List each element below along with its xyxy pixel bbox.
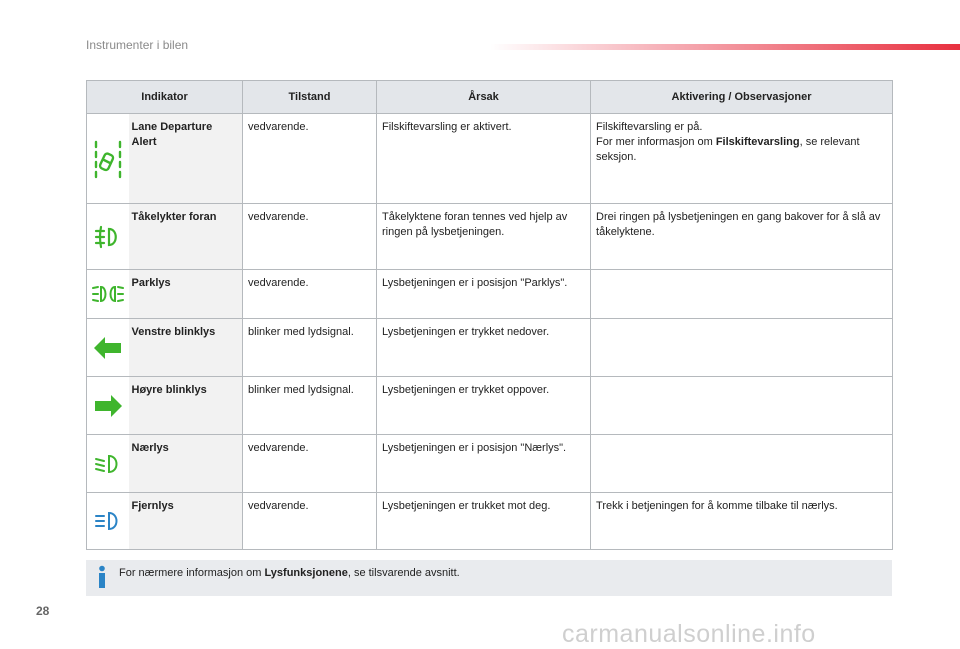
indicator-state: vedvarende. (243, 493, 377, 550)
indicator-name: Tåkelykter foran (129, 204, 243, 270)
indicator-observation (591, 435, 893, 493)
indicator-icon-cell (87, 270, 129, 319)
page-number: 28 (36, 604, 50, 618)
indicator-cause: Lysbetjeningen er i posisjon "Parklys". (377, 270, 591, 319)
col-header-indicator: Indikator (87, 81, 243, 114)
table-row (87, 435, 893, 493)
col-header-cause: Årsak (377, 81, 591, 114)
indicator-icon-cell (87, 114, 129, 204)
left-turn-arrow-icon (93, 335, 123, 361)
indicator-name: Fjernlys (129, 493, 243, 550)
info-bold-term: Lysfunksjonene (264, 567, 348, 579)
high-beam-icon (93, 510, 123, 532)
table-header-row (87, 81, 893, 114)
indicator-cause: Lysbetjeningen er trykket oppover. (377, 377, 591, 435)
table-row (87, 377, 893, 435)
table-row (87, 270, 893, 319)
low-beam-icon (93, 453, 123, 475)
indicator-name: Venstre blinklys (129, 319, 243, 377)
col-header-state: Tilstand (243, 81, 377, 114)
indicator-cause: Filskiftevarsling er aktivert. (377, 114, 591, 204)
table-row (87, 319, 893, 377)
info-icon (95, 565, 109, 589)
lane-departure-icon (92, 138, 124, 180)
indicator-name: Nærlys (129, 435, 243, 493)
observation-text-suffix: , se relevant seksjon. (596, 136, 860, 163)
indicator-state: vedvarende. (243, 270, 377, 319)
indicator-state: blinker med lydsignal. (243, 377, 377, 435)
page-header-title: Instrumenter i bilen (86, 38, 189, 52)
table-row (87, 114, 893, 204)
indicator-icon-cell (87, 204, 129, 270)
fog-light-front-icon (93, 225, 123, 249)
observation-bold-term: Filskiftevarsling (715, 136, 800, 148)
observation-text-prefix: For mer informasjon om (596, 136, 716, 148)
info-text-prefix: For nærmere informasjon om (119, 567, 265, 579)
indicator-icon-cell (87, 377, 129, 435)
indicator-observation (591, 377, 893, 435)
indicator-observation (591, 270, 893, 319)
indicator-state: blinker med lydsignal. (243, 319, 377, 377)
indicator-state: vedvarende. (243, 114, 377, 204)
table-row (87, 204, 893, 270)
watermark: carmanualsonline.info (562, 620, 816, 648)
indicator-observation (591, 493, 893, 550)
indicator-name: Høyre blinklys (129, 377, 243, 435)
header-accent-bar (490, 44, 960, 50)
observation-text: Filskiftevarsling er på. (596, 121, 703, 133)
info-note-text (119, 567, 460, 579)
indicator-name: Parklys (129, 270, 243, 319)
info-text-suffix: , se tilsvarende avsnitt. (347, 567, 460, 579)
indicator-observation (591, 204, 893, 270)
indicator-state: vedvarende. (243, 204, 377, 270)
indicator-name: Lane Departure Alert (129, 114, 243, 204)
observation-text: Drei ringen på lysbetjeningen en gang bakover for å slå av tåkelyktene. (596, 211, 881, 238)
indicator-observation (591, 319, 893, 377)
parking-light-icon (91, 283, 125, 305)
indicator-cause: Tåkelyktene foran tennes ved hjelp av ringen på lysbetjeningen. (377, 204, 591, 270)
indicator-cause: Lysbetjeningen er trukket mot deg. (377, 493, 591, 550)
table-row (87, 493, 893, 550)
indicator-icon-cell (87, 435, 129, 493)
right-turn-arrow-icon (93, 393, 123, 419)
indicator-table (86, 80, 893, 550)
indicator-icon-cell (87, 493, 129, 550)
indicator-cause: Lysbetjeningen er trykket nedover. (377, 319, 591, 377)
info-note (86, 560, 892, 596)
col-header-observations: Aktivering / Observasjoner (591, 81, 893, 114)
indicator-cause: Lysbetjeningen er i posisjon "Nærlys". (377, 435, 591, 493)
indicator-icon-cell (87, 319, 129, 377)
observation-text: Trekk i betjeningen for å komme tilbake til nærlys. (596, 500, 838, 512)
indicator-state: vedvarende. (243, 435, 377, 493)
indicator-observation (591, 114, 893, 204)
